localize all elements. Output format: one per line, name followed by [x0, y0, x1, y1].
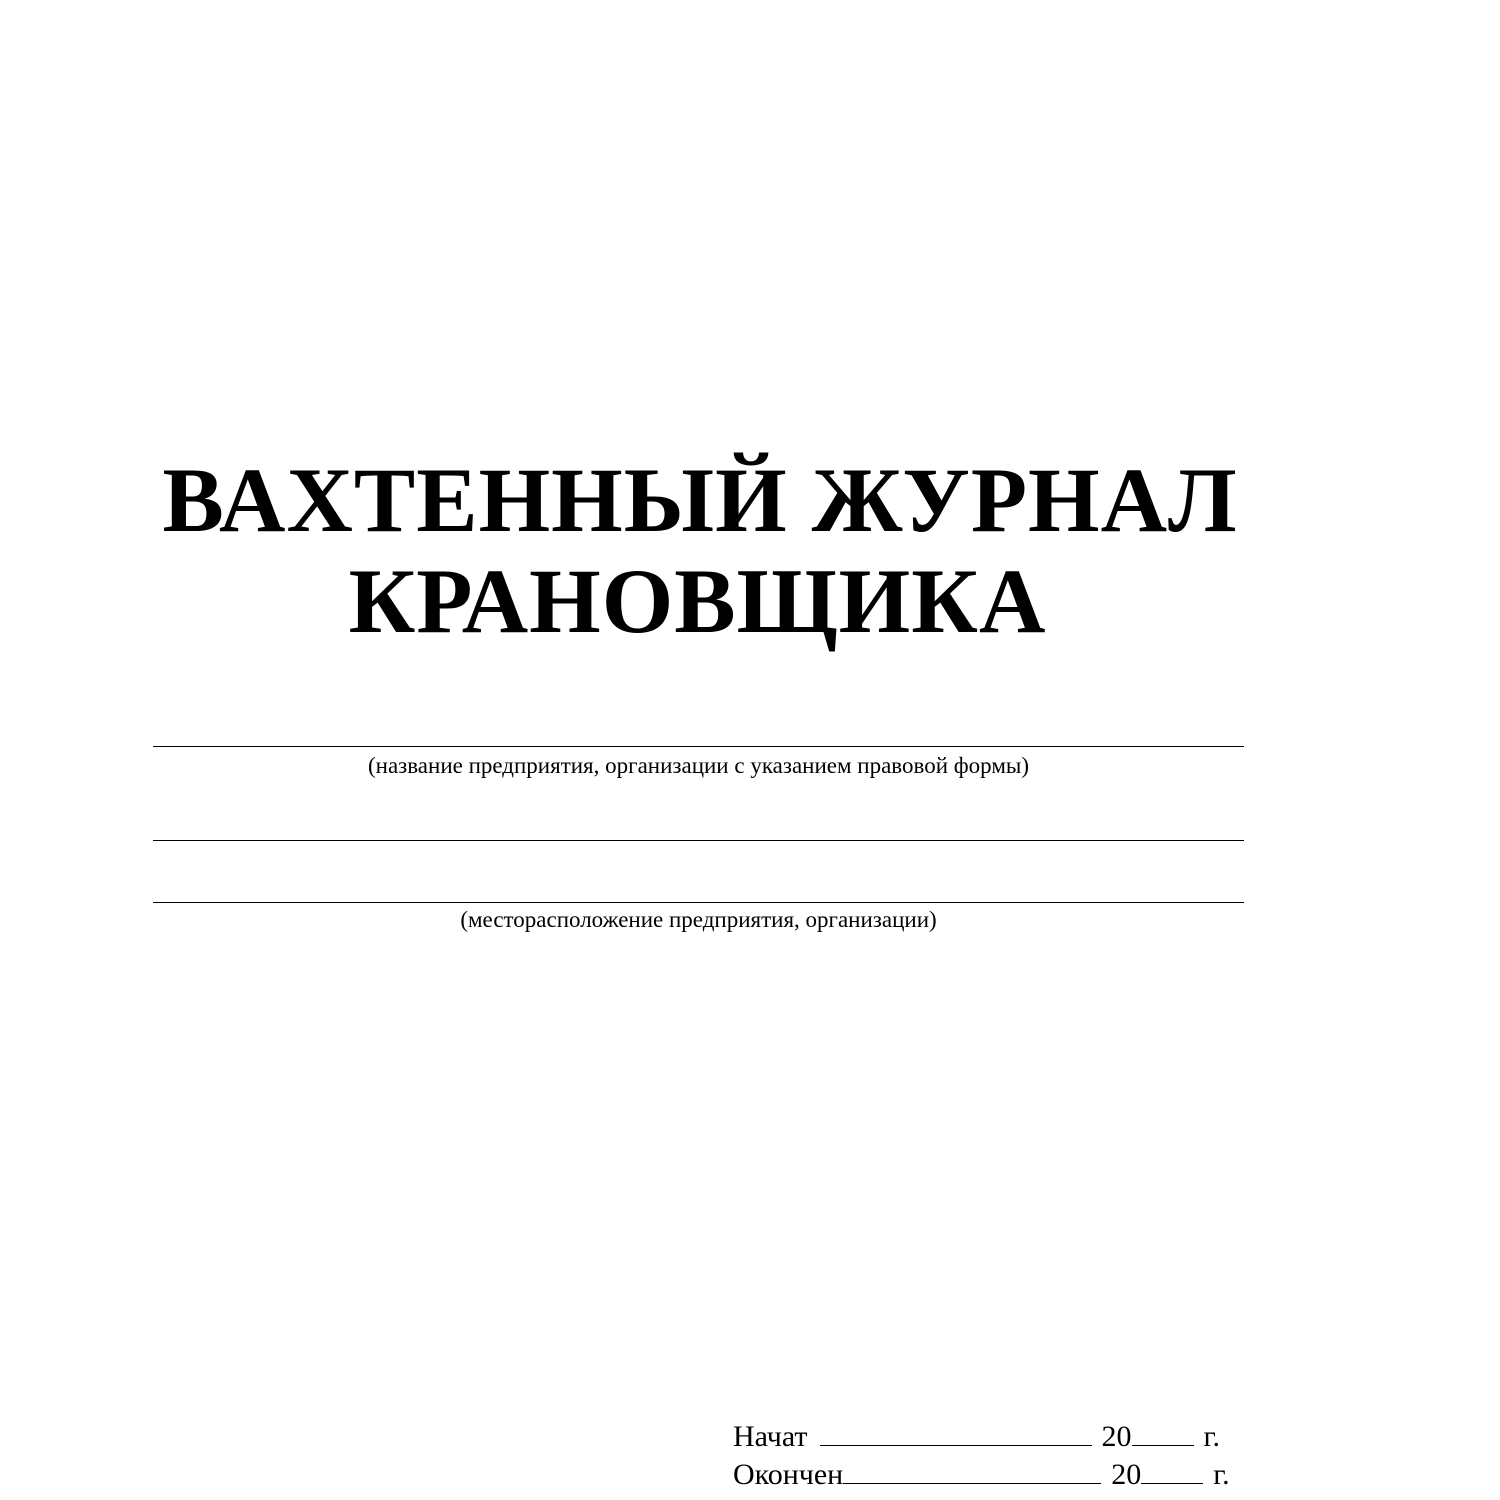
location-line [153, 902, 1244, 903]
organization-name-line [153, 746, 1244, 747]
title-line-1: ВАХТЕННЫЙ ЖУРНАЛ [162, 449, 1238, 551]
started-year-suffix: г. [1203, 1420, 1220, 1453]
organization-name-line-2 [153, 840, 1244, 841]
finished-label: Окончен [733, 1458, 844, 1491]
finished-date-blank [843, 1457, 1101, 1484]
organization-caption: (название предприятия, организации с указанием правовой формы) [367, 753, 1029, 778]
dates-block [733, 1418, 1230, 1494]
started-row [733, 1418, 1230, 1456]
location-caption: (месторасположение предприятия, организации) [460, 907, 937, 932]
finished-year-suffix: г. [1213, 1458, 1230, 1491]
finished-year-blank [1141, 1457, 1203, 1484]
started-label: Начат [733, 1420, 808, 1453]
title-line-2: КРАНОВЩИКА [348, 550, 1047, 652]
finished-year-prefix: 20 [1111, 1458, 1142, 1491]
finished-row [733, 1456, 1230, 1494]
started-year-prefix: 20 [1101, 1420, 1132, 1453]
started-year-blank [1132, 1419, 1194, 1446]
started-date-blank [820, 1419, 1092, 1446]
